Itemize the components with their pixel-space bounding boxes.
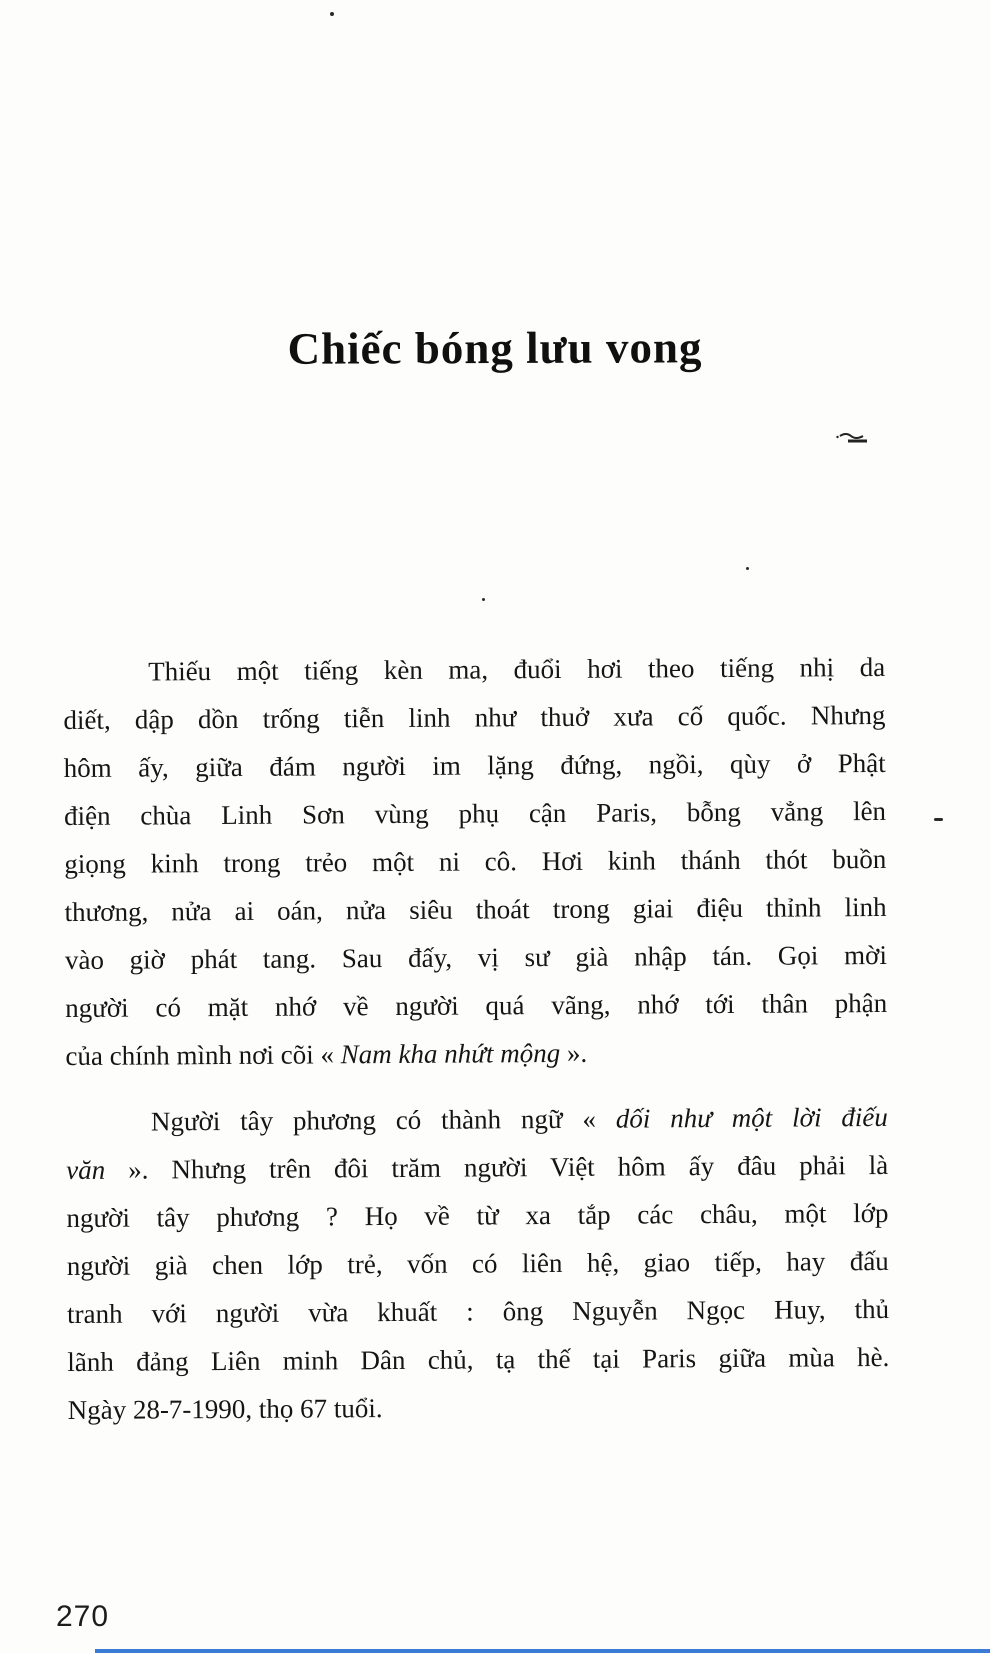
text-line	[67, 1237, 889, 1290]
paragraph	[66, 1093, 890, 1434]
paragraph	[63, 643, 888, 1080]
text-segment: của chính mình nơi cõi «	[65, 1039, 341, 1071]
text-segment: lãnh đảng Liên minh Dân chủ, tạ thế tại Paris giữa mùa hè.	[67, 1341, 890, 1377]
scan-speck	[330, 12, 334, 16]
text-segment: tranh với người vừa khuất : ông Nguyễn Ngọc Huy, thủ	[66, 1293, 890, 1329]
text-segment: hôm ấy, giữa đám người im lặng đứng, ngồi, qùy ở Phật	[63, 747, 886, 783]
text-segment: vào giờ phát tang. Sau đấy, vị sư già nhập tán. Gọi mời	[64, 939, 887, 975]
scan-speck	[746, 567, 749, 570]
text-line	[68, 1381, 890, 1434]
text-line	[65, 979, 887, 1032]
text-line	[64, 883, 886, 936]
page-title: Chiếc bóng lưu vong	[287, 322, 703, 374]
text-line	[65, 931, 887, 984]
text-segment: Người tây phương có thành ngữ «	[150, 1103, 616, 1137]
text-segment: người tây phương ? Họ về từ xa tắp các châu, một lớp	[66, 1197, 889, 1233]
text-segment: diết, dập dồn trống tiễn linh như thuở xưa cố quốc. Nhưng	[63, 699, 886, 735]
text-line	[64, 739, 886, 792]
text-line	[64, 787, 886, 840]
text-line	[67, 1333, 889, 1386]
text-segment: ». Nhưng trên đôi trăm người Việt hôm ấy đâu phải là	[105, 1149, 889, 1185]
text-line	[66, 1141, 888, 1194]
text-segment: điện chùa Linh Sơn vùng phụ cận Paris, bỗng vẳng lên	[63, 795, 887, 831]
text-line	[65, 1027, 887, 1080]
text-line	[66, 1093, 888, 1146]
scan-squiggle-mark	[836, 430, 870, 446]
text-segment: ».	[560, 1037, 588, 1068]
text-segment: Ngày 28-7-1990, thọ 67 tuổi.	[67, 1393, 383, 1425]
text-line	[64, 835, 886, 888]
text-line	[63, 643, 885, 696]
text-segment: Thiếu một tiếng kèn ma, đuổi hơi theo tiếng nhị da	[148, 651, 886, 687]
scan-edge-line	[95, 1649, 990, 1653]
scan-speck	[482, 598, 485, 601]
text-segment: người già chen lớp trẻ, vốn có liên hệ, giao tiếp, hay đấu	[66, 1245, 889, 1281]
text-line	[63, 691, 885, 744]
text-segment: thương, nửa ai oán, nửa siêu thoát trong giai điệu thỉnh linh	[64, 891, 887, 927]
italic-text-segment: văn	[66, 1154, 106, 1185]
scan-dash-mark	[934, 818, 943, 821]
text-line	[66, 1189, 888, 1242]
body-text	[63, 643, 890, 1452]
text-line	[67, 1285, 889, 1338]
italic-text-segment: Nam kha nhứt mộng	[340, 1037, 561, 1070]
text-segment: người có mặt nhớ về người quá vãng, nhớ tới thân phận	[65, 987, 888, 1023]
italic-text-segment: dối như một lời điếu	[615, 1101, 888, 1134]
text-segment: giọng kinh trong trẻo một ni cô. Hơi kinh thánh thót buồn	[64, 843, 887, 879]
page-number: 270	[56, 1600, 110, 1633]
